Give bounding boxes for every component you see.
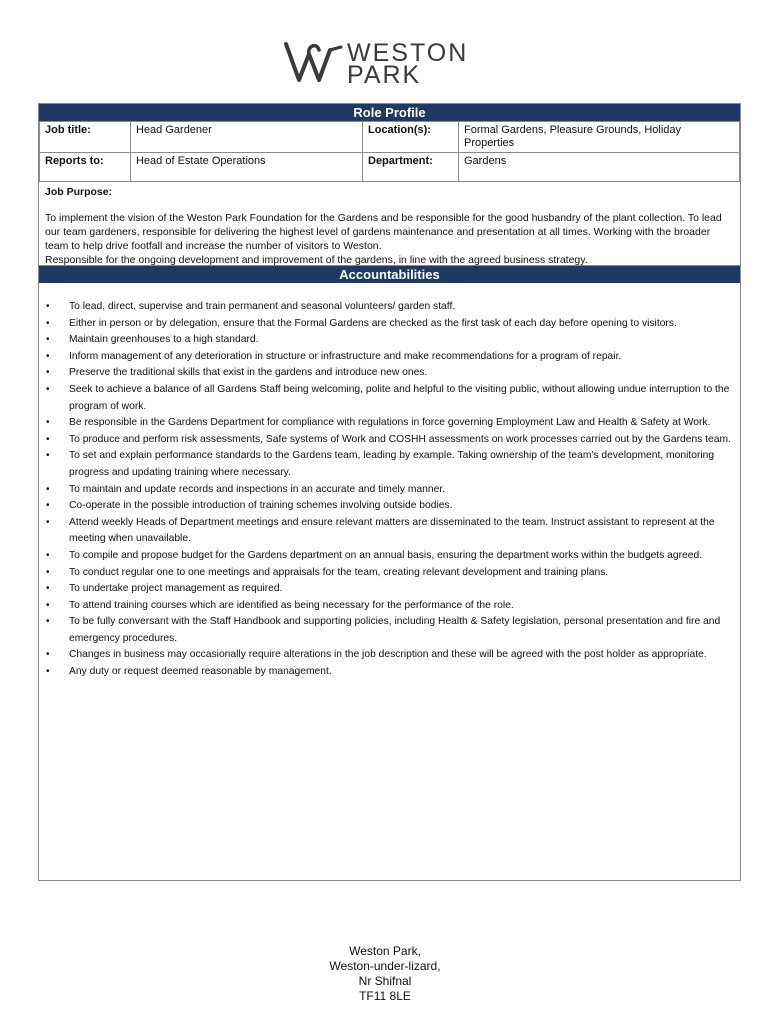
list-item: • Be responsible in the Gardens Department for compliance with regulations in force governing Employment Law and Health & Safety at Work.	[69, 415, 732, 432]
job-title-value: Head Gardener	[131, 122, 363, 153]
list-item: • To compile and propose budget for the Gardens department on an annual basis, ensuring the department works within the budgets agreed.	[69, 548, 732, 565]
location-value: Formal Gardens, Pleasure Grounds, Holiday Properties	[459, 122, 740, 153]
list-item: • Either in person or by delegation, ensure that the Formal Gardens are checked as the first task of each day before opening to visitors.	[69, 316, 732, 333]
list-item: • To attend training courses which are identified as being necessary for the performance of the role.	[69, 598, 732, 615]
job-title-label: Job title:	[40, 122, 131, 153]
list-item: • To be fully conversant with the Staff Handbook and supporting policies, including Health & Safety legislation, personal presentation and fire and emergency procedures.	[69, 614, 732, 647]
logo-line-1: WESTON	[347, 39, 469, 67]
address-line: Weston Park,	[349, 944, 421, 958]
table-row	[40, 122, 740, 153]
logo-wordmark	[347, 39, 469, 89]
list-item: • Seek to achieve a balance of all Gardens Staff being welcoming, polite and helpful to the visiting public, without allowing undue interruption to the program of work.	[69, 382, 732, 415]
job-purpose-line-2: Responsible for the ongoing development and improvement of the gardens, in line with the agreed business strategy.	[45, 254, 588, 266]
list-item: • Co-operate in the possible introduction of training schemes involving outside bodies.	[69, 498, 732, 515]
role-profile-header: Role Profile	[39, 104, 740, 121]
accountabilities-list	[39, 283, 740, 681]
list-item: • Attend weekly Heads of Department meetings and ensure relevant matters are disseminated to the team. Instruct assistant to represent at the meeting when unavailable.	[69, 515, 732, 548]
list-item: • To maintain and update records and inspections in an accurate and timely manner.	[69, 482, 732, 499]
list-item: • To produce and perform risk assessments, Safe systems of Work and COSHH assessments on work processes carried out by the Gardens team.	[69, 432, 732, 449]
job-purpose-paragraph: To implement the vision of the Weston Park Foundation for the Gardens and be responsible for the good husbandry of the plant collection. To lead our team gardeners, responsible for delivering the highest level of gardens maintenance and presentation at all times. Working with the broader team to help drive footfall and increase the number of visitors to Weston.	[45, 212, 722, 252]
list-item: • Inform management of any deterioration in structure or infrastructure and make recommendations for a program of repair.	[69, 349, 732, 366]
list-item: • To undertake project management as required.	[69, 581, 732, 598]
role-profile-sheet	[38, 103, 741, 881]
list-item: • To lead, direct, supervise and train permanent and seasonal volunteers/ garden staff.	[69, 299, 732, 316]
department-label: Department:	[363, 153, 459, 182]
list-item: • Changes in business may occasionally require alterations in the job description and these will be agreed with the post holder as appropriate.	[69, 647, 732, 664]
location-label: Location(s):	[363, 122, 459, 153]
list-item: • To set and explain performance standards to the Gardens team, leading by example. Taking ownership of the team's development, monitoring progress and updating training where necessary.	[69, 448, 732, 481]
job-purpose-section	[39, 182, 740, 266]
list-item: • Preserve the traditional skills that exist in the gardens and introduce new ones.	[69, 365, 732, 382]
list-item: • Maintain greenhouses to a high standard.	[69, 332, 732, 349]
list-item: • To conduct regular one to one meetings and appraisals for the team, creating relevant development and training plans.	[69, 565, 732, 582]
address-block	[0, 944, 770, 1004]
weston-park-logo-icon	[283, 40, 345, 86]
address-line: Nr Shifnal	[358, 974, 412, 988]
job-purpose-label: Job Purpose:	[45, 186, 113, 198]
table-row	[40, 153, 740, 182]
list-item: • Any duty or request deemed reasonable by management.	[69, 664, 732, 681]
reports-to-label: Reports to:	[40, 153, 131, 182]
accountabilities-header: Accountabilities	[39, 266, 740, 283]
department-value: Gardens	[459, 153, 740, 182]
role-info-table	[39, 121, 740, 182]
address-line: TF11 8LE	[359, 989, 411, 1003]
logo-line-2: PARK	[347, 61, 422, 89]
address-line: Weston-under-lizard,	[329, 959, 441, 973]
weston-park-logo	[283, 39, 483, 89]
reports-to-value: Head of Estate Operations	[131, 153, 363, 182]
